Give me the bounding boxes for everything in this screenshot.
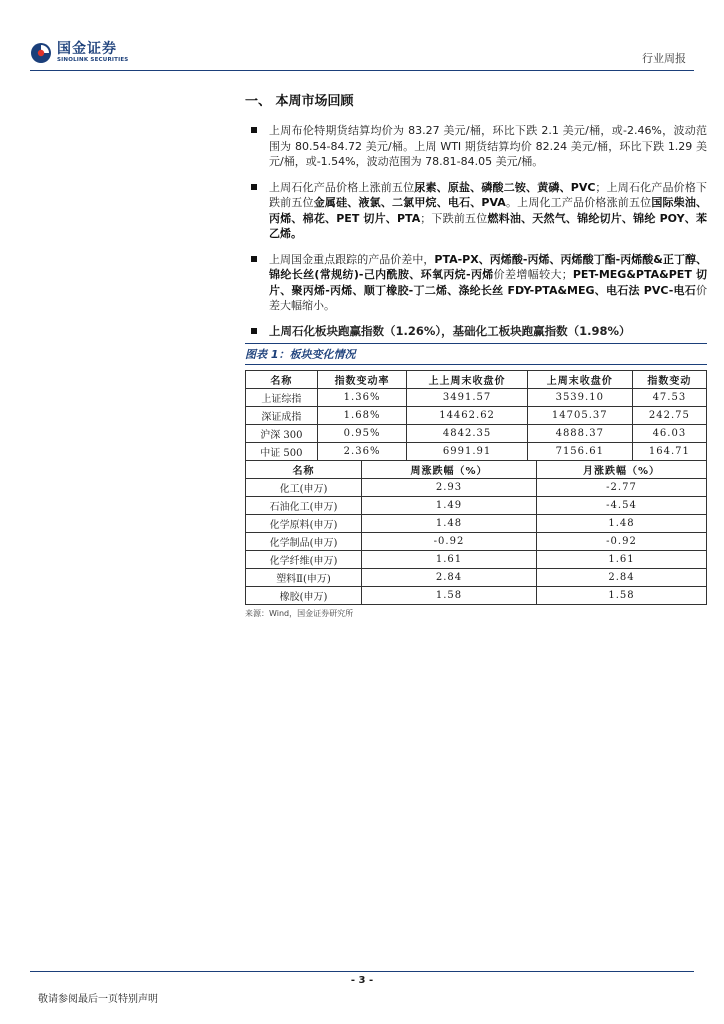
value-cell: 1.61 <box>362 551 537 569</box>
sector-table-header <box>246 461 707 479</box>
bullet-square-icon <box>251 328 257 334</box>
value-cell: 46.03 <box>632 425 706 443</box>
report-type-label: 行业周报 <box>642 52 686 65</box>
value-cell: 1.58 <box>537 587 707 605</box>
section-title: 一、 本周市场回顾 <box>245 94 354 109</box>
bullet-highlight-text: PET-MEG&PTA&PET 切片、聚丙烯-丙烯、顺丁橡胶-丁二烯、涤纶长丝 FDY-PTA&MEG、电石法 PVC-电石 <box>269 268 708 297</box>
value-cell: 0.95% <box>317 425 407 443</box>
value-cell: -0.92 <box>362 533 537 551</box>
value-cell: 164.71 <box>632 443 706 461</box>
row-label-cell: 塑料Ⅱ(申万) <box>246 569 362 587</box>
value-cell: -4.54 <box>537 497 707 515</box>
bullet-text: 上周国金重点跟踪的产品价差中， <box>269 252 435 266</box>
value-cell: 1.36% <box>317 389 407 407</box>
sector-table-row <box>246 479 707 497</box>
row-label-cell: 石油化工(申万) <box>246 497 362 515</box>
bullet-square-icon <box>251 256 257 262</box>
sector-table-row <box>246 587 707 605</box>
value-cell: 2.84 <box>362 569 537 587</box>
figure-title: 图表 1：板块变化情况 <box>245 343 707 365</box>
column-header: 指数变动 <box>632 371 706 389</box>
row-label-cell: 化工(申万) <box>246 479 362 497</box>
value-cell: 242.75 <box>632 407 706 425</box>
column-header: 上上周末收盘价 <box>407 371 527 389</box>
column-header: 周涨跌幅（%） <box>362 461 537 479</box>
column-header: 名称 <box>246 371 318 389</box>
logo-emblem-icon <box>30 42 52 64</box>
index-table-row <box>246 389 707 407</box>
value-cell: 2.36% <box>317 443 407 461</box>
row-label-cell: 橡胶(申万) <box>246 587 362 605</box>
value-cell: 1.68% <box>317 407 407 425</box>
bullet-highlight-text: 燃料油、天然气、锦纶切片、锦纶 POY、苯乙烯。 <box>269 211 707 240</box>
bullet-text: ；上周石化产品价格下跌前五位 <box>269 180 708 209</box>
row-label-cell: 中证 500 <box>246 443 318 461</box>
index-table-row <box>246 407 707 425</box>
value-cell: 7156.61 <box>527 443 632 461</box>
value-cell: 14462.62 <box>407 407 527 425</box>
value-cell: -2.77 <box>537 479 707 497</box>
row-label-cell: 化学制品(申万) <box>246 533 362 551</box>
value-cell: 2.93 <box>362 479 537 497</box>
value-cell: 4888.37 <box>527 425 632 443</box>
column-header: 名称 <box>246 461 362 479</box>
bullet-item-sector-performance <box>245 324 707 340</box>
index-table-header <box>246 371 707 389</box>
bullet-highlight-text: 金属硅、液氯、二氯甲烷、电石、PVA <box>313 196 506 209</box>
logo-name-en: SINOLINK SECURITIES <box>57 57 129 64</box>
bullet-text: 价差大幅缩小。 <box>269 283 707 312</box>
sector-table <box>245 460 707 605</box>
bullet-highlight-text: 尿素、原盐、磷酸二铵、黄磷、PVC <box>414 180 596 194</box>
row-label-cell: 化学原料(申万) <box>246 515 362 533</box>
column-header: 月涨跌幅（%） <box>537 461 707 479</box>
sector-table-row <box>246 551 707 569</box>
sector-performance-text: 上周石化板块跑赢指数（1.26%），基础化工板块跑赢指数（1.98%） <box>269 323 631 338</box>
value-cell: 47.53 <box>632 389 706 407</box>
bullet-square-icon <box>251 184 257 190</box>
bullet-highlight-text: 国际柴油、丙烯、棉花、PET 切片、PTA <box>269 196 708 225</box>
value-cell: 6991.91 <box>407 443 527 461</box>
column-header: 指数变动率 <box>317 371 407 389</box>
row-label-cell: 上证综指 <box>246 389 318 407</box>
sector-table-row <box>246 515 707 533</box>
page-number: - 3 - <box>350 975 374 986</box>
bullet-text: 价差增幅较大； <box>493 268 573 281</box>
sector-table-row <box>246 569 707 587</box>
bullet-text: 上周石化产品价格上涨前五位 <box>269 180 415 194</box>
bullet-text: ；下跌前五位 <box>420 211 488 225</box>
row-label-cell: 沪深 300 <box>246 425 318 443</box>
value-cell: 1.48 <box>537 515 707 533</box>
disclaimer-link[interactable]: 敬请参阅最后一页特别声明 <box>38 994 158 1005</box>
logo-name-cn: 国金证券 <box>57 41 117 58</box>
bullet-square-icon <box>251 127 257 133</box>
index-table-row <box>246 443 707 461</box>
index-table <box>245 370 707 461</box>
header-divider <box>30 70 694 71</box>
main-content <box>245 90 707 619</box>
value-cell: 3491.57 <box>407 389 527 407</box>
bullet-list <box>245 123 707 339</box>
value-cell: 2.84 <box>537 569 707 587</box>
index-table-row <box>246 425 707 443</box>
sector-table-row <box>246 497 707 515</box>
row-label-cell: 深证成指 <box>246 407 318 425</box>
column-header: 上周末收盘价 <box>527 371 632 389</box>
value-cell: 1.49 <box>362 497 537 515</box>
value-cell: 1.48 <box>362 515 537 533</box>
bullet-item-oil <box>245 123 707 170</box>
company-logo <box>30 42 128 64</box>
bullet-highlight-text: PTA-PX、丙烯酸-丙烯、丙烯酸丁酯-丙烯酸&正丁醇、锦纶长丝(常规纺)-己内酰胺、环氧丙烷-丙烯 <box>269 252 708 281</box>
bullet-text: 。上周化工产品价格涨前五位 <box>505 196 652 209</box>
value-cell: 3539.10 <box>527 389 632 407</box>
value-cell: 14705.37 <box>527 407 632 425</box>
value-cell: 1.58 <box>362 587 537 605</box>
value-cell: -0.92 <box>537 533 707 551</box>
value-cell: 1.61 <box>537 551 707 569</box>
row-label-cell: 化学纤维(申万) <box>246 551 362 569</box>
sector-table-row <box>246 533 707 551</box>
bullet-item-spreads <box>245 252 707 314</box>
figure-source: 来源：Wind，国金证券研究所 <box>245 609 354 618</box>
value-cell: 4842.35 <box>407 425 527 443</box>
bullet-text: 上周布伦特期货结算均价为 83.27 美元/桶，环比下跌 2.1 美元/桶，或-2.46%，波动范围为 80.54-84.72 美元/桶。上周 WTI 期货结算均价 82.24 美元/桶，环比下跌 1.29 美元/桶，或-1.54%，波动范围为 78.81-84.05 美元/桶。 <box>269 124 707 168</box>
footer-divider <box>30 971 694 972</box>
bullet-item-prices <box>245 180 707 242</box>
